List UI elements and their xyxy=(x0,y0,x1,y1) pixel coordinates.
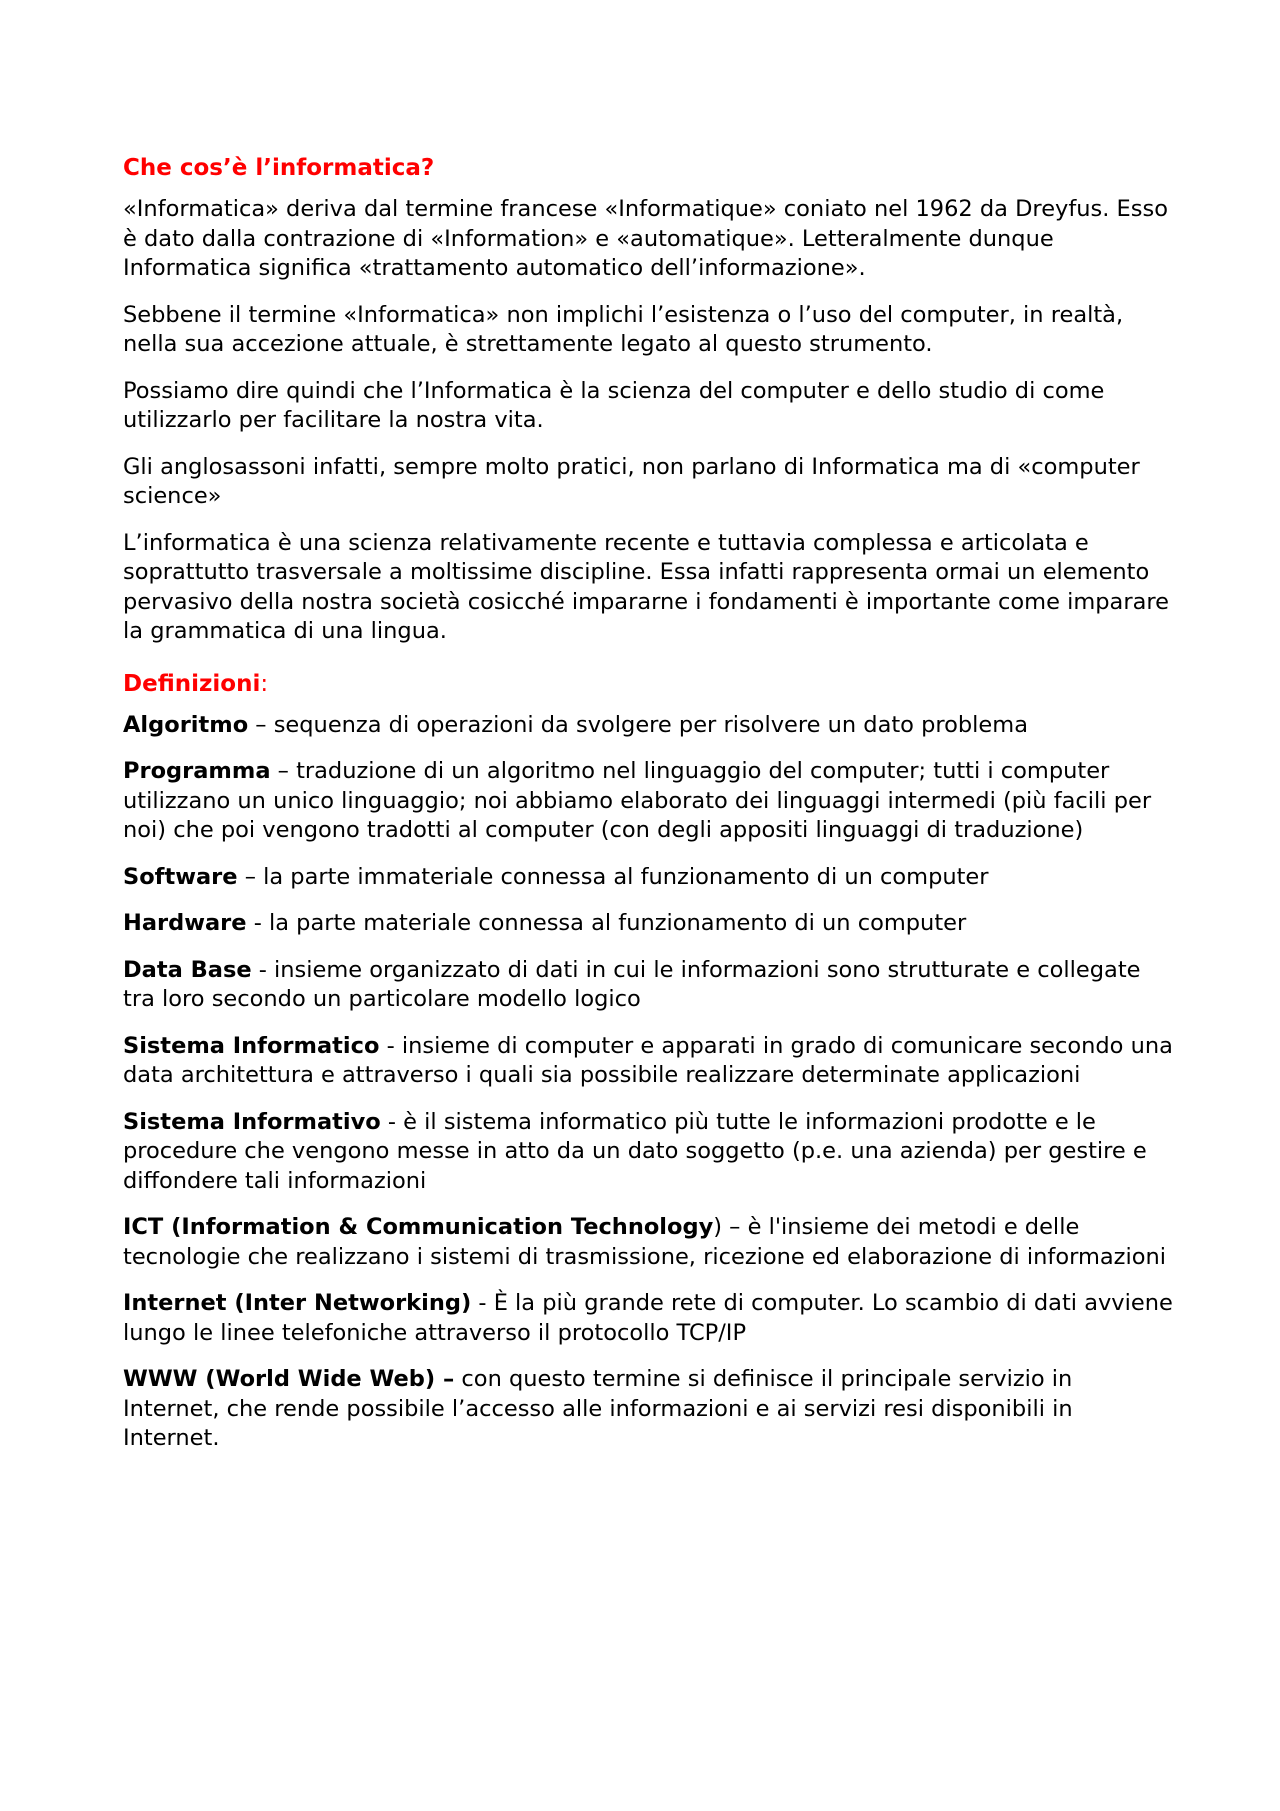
page-title: Che cos’è l’informatica? xyxy=(123,155,435,181)
definition-term: Programma xyxy=(123,758,271,784)
intro-paragraph: Sebbene il termine «Informatica» non implichi l’esistenza o l’uso del computer, in realtà, nella sua accezione attuale, è strettamente legato al questo strumento. xyxy=(123,301,1124,357)
definition-text: – sequenza di operazioni da svolgere per risolvere un dato problema xyxy=(248,711,1028,738)
intro-paragraph: Possiamo dire quindi che l’Informatica è la scienza del computer e dello studio di come utilizzarlo per facilitare la nostra vita. xyxy=(123,377,1105,433)
definition-text: ) – è l'insieme dei metodi e delle tecnologie che realizzano i sistemi di trasmissione, ricezione ed elaborazione di informazioni xyxy=(123,1214,1167,1270)
definition-item xyxy=(123,1032,1173,1091)
definition-term: Data Base xyxy=(123,956,252,983)
definition-item xyxy=(123,1108,1173,1197)
definition-text: - insieme di computer e apparati in grado di comunicare secondo una data architettura e attraverso i quali sia possibile realizzare determinate applicazioni xyxy=(123,1032,1173,1088)
definition-item xyxy=(123,956,1173,1015)
definition-term: Hardware xyxy=(123,910,247,936)
definition-term: Sistema Informativo xyxy=(123,1108,381,1135)
intro-paragraph: Gli anglosassoni infatti, sempre molto pratici, non parlano di Informatica ma di «computer science» xyxy=(123,453,1140,509)
document-page xyxy=(123,153,1173,1471)
definition-item xyxy=(123,711,1173,741)
definition-term: Software xyxy=(123,863,238,890)
definitions-heading-colon: : xyxy=(260,670,269,697)
definition-text: - È la più grande rete di computer. Lo scambio di dati avviene lungo le linee telefoniche attraverso il protocollo TCP/IP xyxy=(123,1290,1173,1346)
definition-term: WWW (World Wide Web) – xyxy=(123,1366,455,1392)
definition-item xyxy=(123,1365,1173,1454)
definition-text: con questo termine si definisce il principale servizio in Internet, che rende possibile l’accesso alle informazioni e ai servizi resi disponibili in Internet. xyxy=(123,1366,1073,1451)
definition-text: - insieme organizzato di dati in cui le informazioni sono strutturate e collegate tra loro secondo un particolare modello logico xyxy=(123,956,1141,1012)
definitions-heading xyxy=(123,669,1173,699)
definition-item xyxy=(123,863,1173,893)
definition-term: Sistema Informatico xyxy=(123,1032,380,1059)
definitions-heading-text: Definizioni xyxy=(123,670,261,697)
definition-item xyxy=(123,909,1173,939)
definition-term: Internet (Inter Networking) xyxy=(123,1290,472,1316)
intro-paragraph: L’informatica è una scienza relativamente recente e tuttavia complessa e articolata e soprattutto trasversale a moltissime discipline. Essa infatti rappresenta ormai un elemento pervasivo della nostra società cosicché impararne i fondamenti è importante come imparare la grammatica di una lingua. xyxy=(123,529,1169,644)
definition-text: - è il sistema informatico più tutte le informazioni prodotte e le procedure che vengono messe in atto da un dato soggetto (p.e. una azienda) per gestire e diffondere tali informazioni xyxy=(123,1108,1147,1194)
definition-item xyxy=(123,1213,1173,1272)
definition-term: ICT (Information & Communication Technology xyxy=(123,1214,714,1240)
definition-item xyxy=(123,1289,1173,1348)
definition-item xyxy=(123,757,1173,846)
intro-paragraph: «Informatica» deriva dal termine francese «Informatique» coniato nel 1962 da Dreyfus. Esso è dato dalla contrazione di «Information» e «automatique». Letteralmente dunque Informatica significa «trattamento automatico dell’informazione». xyxy=(123,196,1168,281)
definition-term: Algoritmo xyxy=(123,711,249,738)
definition-text: – traduzione di un algoritmo nel linguaggio del computer; tutti i computer utilizzano un unico linguaggio; noi abbiamo elaborato dei linguaggi intermedi (più facili per noi) che poi vengono tradotti al computer (con degli appositi linguaggi di traduzione) xyxy=(123,758,1152,843)
definition-text: – la parte immateriale connessa al funzionamento di un computer xyxy=(237,863,989,890)
definition-text: - la parte materiale connessa al funzionamento di un computer xyxy=(246,910,967,936)
